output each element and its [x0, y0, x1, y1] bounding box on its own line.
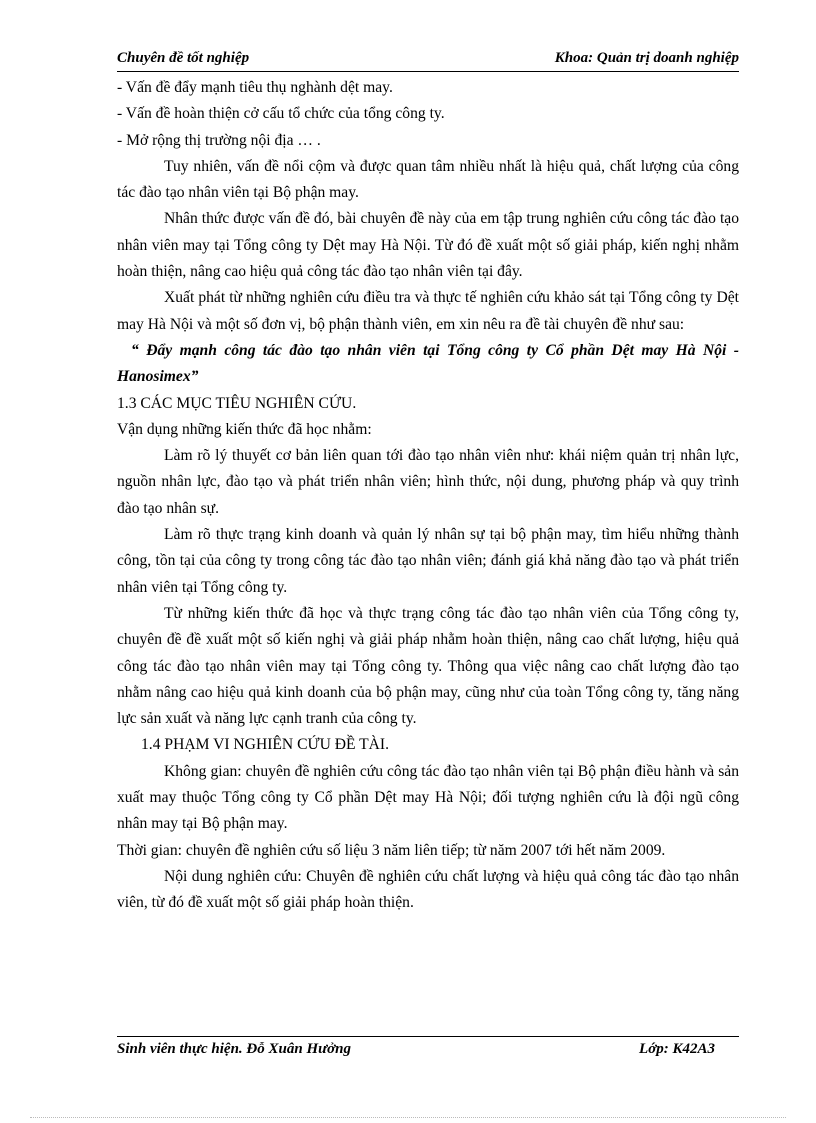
paragraph: Không gian: chuyên đề nghiên cứu công tác đào tạo nhân viên tại Bộ phận điều hành và sản xuất may thuộc Tổng công ty Cổ phần Dệt may Hà Nội; đối tượng nghiên cứu là đội ngũ công nhân may tại Bộ phận may.: [117, 762, 739, 833]
page-bottom-divider: [30, 1117, 786, 1118]
footer-student: Sinh viên thực hiện. Đỗ Xuân Hưởng: [117, 1041, 352, 1057]
page-footer: [117, 1036, 739, 1057]
bullet-item: - Mở rộng thị trường nội địa … .: [117, 131, 321, 149]
paragraph: Vận dụng những kiến thức đã học nhằm:: [117, 420, 372, 438]
footer-class: Lớp: K42A3: [639, 1041, 715, 1057]
document-body: [117, 75, 739, 917]
section-heading: 1.4 PHẠM VI NGHIÊN CỨU ĐỀ TÀI.: [141, 736, 390, 754]
page-header: [117, 49, 739, 72]
paragraph: Tuy nhiên, vấn đề nổi cộm và được quan tâm nhiều nhất là hiệu quả, chất lượng của công tác đào tạo nhân viên tại Bộ phận may.: [117, 157, 739, 202]
thesis-title: “ Đẩy mạnh công tác đào tạo nhân viên tại Tổng công ty Cổ phần Dệt may Hà Nội - Hanosimex”: [117, 341, 739, 386]
header-course-title: Chuyên đề tốt nghiệp: [117, 50, 250, 66]
paragraph: Thời gian: chuyên đề nghiên cứu số liệu 3 năm liên tiếp; từ năm 2007 tới hết năm 2009.: [117, 841, 666, 859]
bullet-item: - Vấn đề hoàn thiện cở cấu tổ chức của tổng công ty.: [117, 105, 445, 123]
bullet-item: - Vấn đề đẩy mạnh tiêu thụ nghành dệt may.: [117, 79, 393, 96]
header-faculty: Khoa: Quản trị doanh nghiệp: [554, 50, 739, 66]
paragraph: Từ những kiến thức đã học và thực trạng công tác đào tạo nhân viên của Tổng công ty, chuyên đề đề xuất một số kiến nghị và giải pháp nhằm hoàn thiện, nâng cao chất lượng, hiệu quả công tác đào tạo nhân viên may tại Tổng công ty. Thông qua việc nâng cao chất lượng đào tạo nhằm nâng cao hiệu quả kinh doanh của bộ phận may, cũng như của toàn Tổng công ty, tăng năng lực sản xuất và năng lực cạnh tranh của công ty.: [117, 604, 739, 728]
paragraph: Xuất phát từ những nghiên cứu điều tra và thực tế nghiên cứu khảo sát tại Tổng công ty Dệt may Hà Nội và một số đơn vị, bộ phận thành viên, em xin nêu ra đề tài chuyên đề như sau:: [117, 289, 739, 333]
paragraph: Nhân thức được vấn đề đó, bài chuyên đề này của em tập trung nghiên cứu công tác đào tạo nhân viên may tại Tổng công ty Dệt may Hà Nội. Từ đó đề xuất một số giải pháp, kiến nghị nhằm hoàn thiện, nâng cao hiệu quả công tác đào tạo nhân viên tại đây.: [117, 210, 739, 281]
paragraph: Nội dung nghiên cứu: Chuyên đề nghiên cứu chất lượng và hiệu quả công tác đào tạo nhân viên, từ đó đề xuất một số giải pháp hoàn thiện.: [117, 867, 739, 912]
paragraph: Làm rõ lý thuyết cơ bản liên quan tới đào tạo nhân viên như: khái niệm quản trị nhân lực, nguồn nhân lực, đào tạo và phát triển nhân viên; hình thức, nội dung, phương pháp và quy trình đào tạo nhân sự.: [117, 447, 739, 517]
section-heading: 1.3 CÁC MỤC TIÊU NGHIÊN CỨU.: [117, 394, 357, 412]
paragraph: Làm rõ thực trạng kinh doanh và quản lý nhân sự tại bộ phận may, tìm hiểu những thành công, tồn tại của công ty trong công tác đào tạo nhân viên; đánh giá khả năng đào tạo và phát triển nhân viên tại Tổng công ty.: [117, 526, 739, 596]
